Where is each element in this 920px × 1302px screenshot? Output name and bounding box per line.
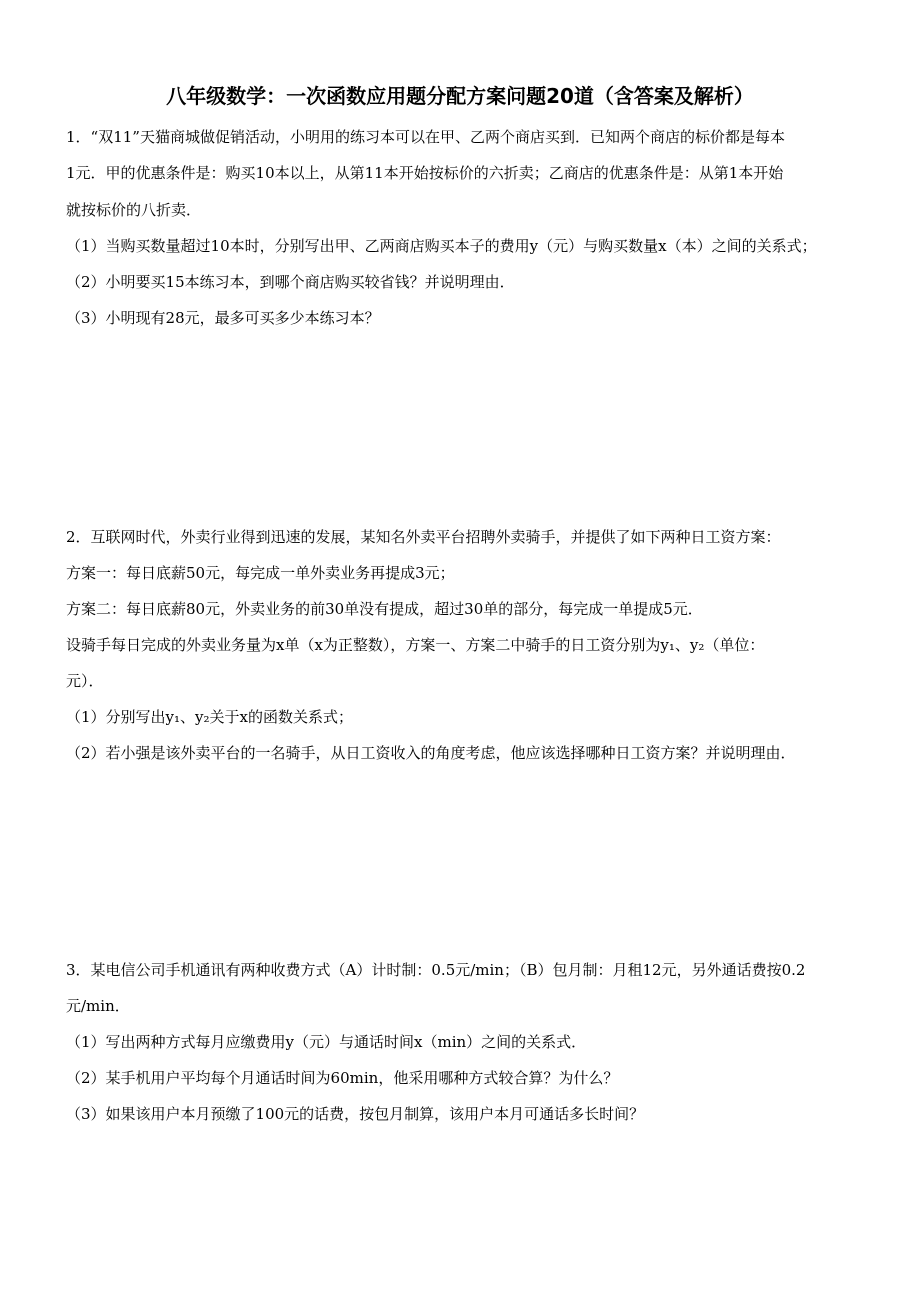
question-1-stem-line: 1．“双11”天猫商城做促销活动，小明用的练习本可以在甲、乙两个商店买到．已知两个商店的标价都是每本 [66, 128, 785, 146]
question-2-stem-line: 设骑手每日完成的外卖业务量为x单（x为正整数），方案一、方案二中骑手的日工资分别为y₁、y₂（单位： [66, 636, 765, 654]
question-2-part-2: （2）若小强是该外卖平台的一名骑手，从日工资收入的角度考虑，他应该选择哪种日工资方案？并说明理由． [66, 744, 796, 762]
question-2-stem-line: 2．互联网时代，外卖行业得到迅速的发展，某知名外卖平台招聘外卖骑手，并提供了如下两种日工资方案： [66, 528, 781, 546]
question-3-part-1: （1）写出两种方式每月应缴费用y（元）与通话时间x（min）之间的关系式． [66, 1033, 587, 1051]
question-1-part-1: （1）当购买数量超过10本时，分别写出甲、乙两商店购买本子的费用y（元）与购买数量x（本）之间的关系式； [66, 237, 817, 255]
question-1-part-2: （2）小明要买15本练习本，到哪个商店购买较省钱？并说明理由． [66, 273, 515, 291]
question-2-stem-line: 方案二：每日底薪80元，外卖业务的前30单没有提成，超过30单的部分，每完成一单提成5元． [66, 600, 703, 618]
question-2-part-1: （1）分别写出y₁、y₂关于x的函数关系式； [66, 708, 353, 726]
question-1-stem-line: 就按标价的八折卖． [66, 201, 202, 219]
question-3-part-3: （3）如果该用户本月预缴了100元的话费，按包月制算，该用户本月可通话多长时间？ [66, 1105, 645, 1123]
question-3-stem-line: 3．某电信公司手机通讯有两种收费方式（A）计时制：0.5元/min；（B）包月制：月租12元，另外通话费按0.2 [66, 961, 806, 979]
question-3-stem-line: 元/min． [66, 997, 130, 1015]
page-title: 八年级数学：一次函数应用题分配方案问题20道（含答案及解析） [166, 84, 754, 108]
question-2-stem-line: 元）． [66, 672, 104, 690]
question-1-part-3: （3）小明现有28元，最多可买多少本练习本？ [66, 309, 380, 327]
question-1-stem-line: 1元．甲的优惠条件是：购买10本以上，从第11本开始按标价的六折卖；乙商店的优惠条件是：从第1本开始 [66, 164, 784, 182]
question-2-stem-line: 方案一：每日底薪50元，每完成一单外卖业务再提成3元； [66, 564, 455, 582]
question-3-part-2: （2）某手机用户平均每个月通话时间为60min，他采用哪种方式较合算？为什么？ [66, 1069, 619, 1087]
